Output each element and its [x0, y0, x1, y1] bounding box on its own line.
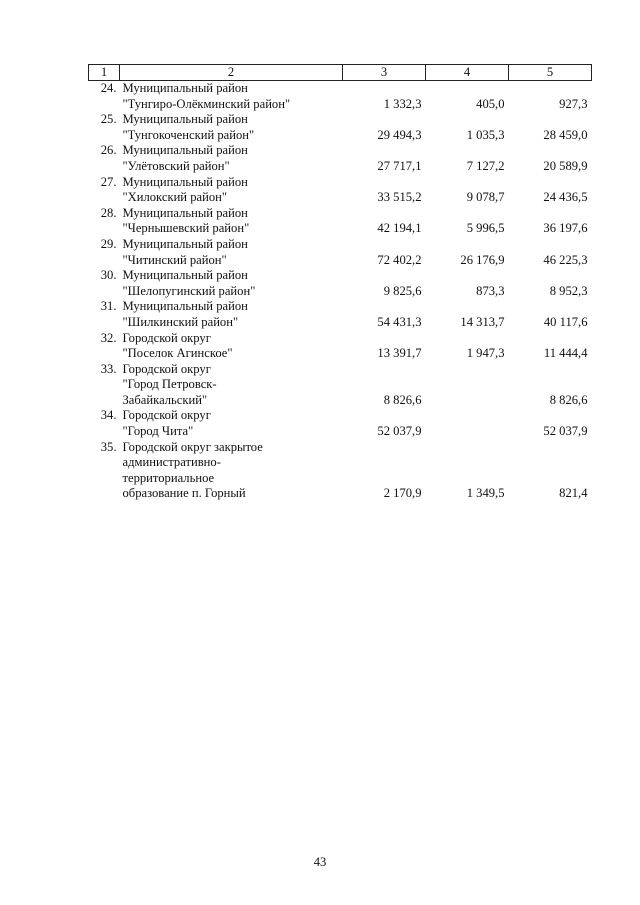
row-number: 35.	[100, 439, 117, 454]
value-c4: 1 035,3	[466, 127, 505, 142]
municipality-name-line: "Улётовский район"	[122, 158, 230, 173]
row-number: 25.	[100, 112, 117, 127]
value-c4: 7 127,2	[466, 158, 505, 173]
municipality-name	[120, 362, 343, 409]
header-col-5: 5	[509, 65, 592, 81]
value-c5: 8 952,3	[549, 283, 588, 298]
value-c4: 5 996,5	[466, 221, 505, 236]
table-row	[89, 143, 592, 174]
municipality-name	[120, 408, 343, 439]
municipality-name-line: Забайкальский"	[122, 392, 208, 407]
value-c4: 405,0	[476, 96, 505, 111]
municipality-name-line: Муниципальный район	[122, 236, 248, 251]
municipality-name	[120, 299, 343, 330]
value-c4: 14 313,7	[460, 314, 505, 329]
table-row	[89, 408, 592, 439]
value-c4: 873,3	[476, 283, 505, 298]
value-c4: 1 349,5	[466, 486, 505, 501]
value-c3: 54 431,3	[377, 314, 422, 329]
table-row	[89, 299, 592, 330]
table-body	[89, 81, 592, 503]
municipality-name-line: Муниципальный район	[122, 174, 248, 189]
value-c5: 28 459,0	[543, 127, 588, 142]
value-c3: 27 717,1	[377, 158, 422, 173]
row-number: 30.	[100, 268, 117, 283]
value-c3: 13 391,7	[377, 346, 422, 361]
municipality-name	[120, 175, 343, 206]
value-c4: 26 176,9	[460, 252, 505, 267]
value-c3: 8 826,6	[383, 392, 422, 407]
value-c5: 40 117,6	[543, 314, 588, 329]
budget-table	[88, 64, 592, 502]
row-number: 26.	[100, 143, 117, 158]
municipality-name	[120, 237, 343, 268]
municipality-name-line: территориальное	[122, 470, 215, 485]
municipality-name-line: "Читинский район"	[122, 252, 227, 267]
municipality-name-line: административно-	[122, 455, 221, 470]
municipality-name	[120, 268, 343, 299]
municipality-name-line: "Тунгокоченский район"	[122, 127, 255, 142]
municipality-name-line: образование п. Горный	[122, 486, 246, 501]
municipality-name-line: Муниципальный район	[122, 299, 248, 314]
municipality-name-line: Муниципальный район	[122, 81, 248, 95]
municipality-name-line: "Шелопугинский район"	[122, 283, 256, 298]
value-c5: 8 826,6	[549, 392, 588, 407]
value-c3: 9 825,6	[383, 283, 422, 298]
header-col-3: 3	[343, 65, 426, 81]
municipality-name-line: "Чернышевский район"	[122, 221, 250, 236]
header-col-1: 1	[89, 65, 120, 81]
table-row	[89, 112, 592, 143]
value-c3: 72 402,2	[377, 252, 422, 267]
header-col-2: 2	[120, 65, 343, 81]
value-c4: 1 947,3	[466, 346, 505, 361]
table-row	[89, 237, 592, 268]
municipality-name-line: "Город Чита"	[122, 424, 194, 439]
municipality-name-line: Городской округ	[122, 330, 211, 345]
value-c5: 20 589,9	[543, 158, 588, 173]
table-row	[89, 362, 592, 409]
table-row	[89, 81, 592, 113]
municipality-name	[120, 143, 343, 174]
value-c3: 33 515,2	[377, 190, 422, 205]
header-row	[89, 65, 592, 81]
municipality-name-line: Городской округ закрытое	[122, 439, 263, 454]
row-number: 34.	[100, 408, 117, 423]
municipality-name	[120, 112, 343, 143]
value-c5: 24 436,5	[543, 190, 588, 205]
page-number: 43	[313, 855, 327, 869]
municipality-name-line: Городской округ	[122, 408, 211, 423]
value-c3: 1 332,3	[383, 96, 422, 111]
row-number: 27.	[100, 174, 117, 189]
value-c3: 42 194,1	[377, 221, 422, 236]
municipality-name	[120, 206, 343, 237]
row-number: 24.	[100, 81, 117, 95]
municipality-name-line: "Шилкинский район"	[122, 314, 239, 329]
table-row	[89, 268, 592, 299]
table-header	[89, 65, 592, 81]
row-number: 31.	[100, 299, 117, 314]
municipality-name	[120, 331, 343, 362]
municipality-name	[120, 440, 343, 502]
value-c5: 11 444,4	[543, 346, 588, 361]
table-row	[89, 175, 592, 206]
municipality-name-line: Муниципальный район	[122, 143, 248, 158]
municipality-name-line: Муниципальный район	[122, 112, 248, 127]
municipality-name-line: Муниципальный район	[122, 268, 248, 283]
municipality-name-line: Городской округ	[122, 361, 211, 376]
municipality-name-line: "Город Петровск-	[122, 377, 217, 392]
row-number: 33.	[100, 361, 117, 376]
row-number: 29.	[100, 236, 117, 251]
table-row	[89, 206, 592, 237]
table-row	[89, 331, 592, 362]
row-number: 32.	[100, 330, 117, 345]
municipality-name-line: Муниципальный район	[122, 205, 248, 220]
value-c5: 46 225,3	[543, 252, 588, 267]
row-number: 28.	[100, 205, 117, 220]
municipality-name-line: "Хилокский район"	[122, 190, 228, 205]
value-c5: 821,4	[559, 486, 588, 501]
value-c3: 52 037,9	[377, 424, 422, 439]
value-c4	[426, 408, 509, 439]
value-c5: 36 197,6	[543, 221, 588, 236]
municipality-name-line: "Поселок Агинское"	[122, 346, 233, 361]
table-row	[89, 440, 592, 502]
value-c4: 9 078,7	[466, 190, 505, 205]
value-c5: 52 037,9	[543, 424, 588, 439]
value-c5: 927,3	[559, 96, 588, 111]
municipality-name	[120, 81, 343, 113]
header-col-4: 4	[426, 65, 509, 81]
value-c3: 2 170,9	[383, 486, 422, 501]
value-c3: 29 494,3	[377, 127, 422, 142]
municipality-name-line: "Тунгиро-Олёкминский район"	[122, 96, 291, 111]
value-c4	[426, 362, 509, 409]
